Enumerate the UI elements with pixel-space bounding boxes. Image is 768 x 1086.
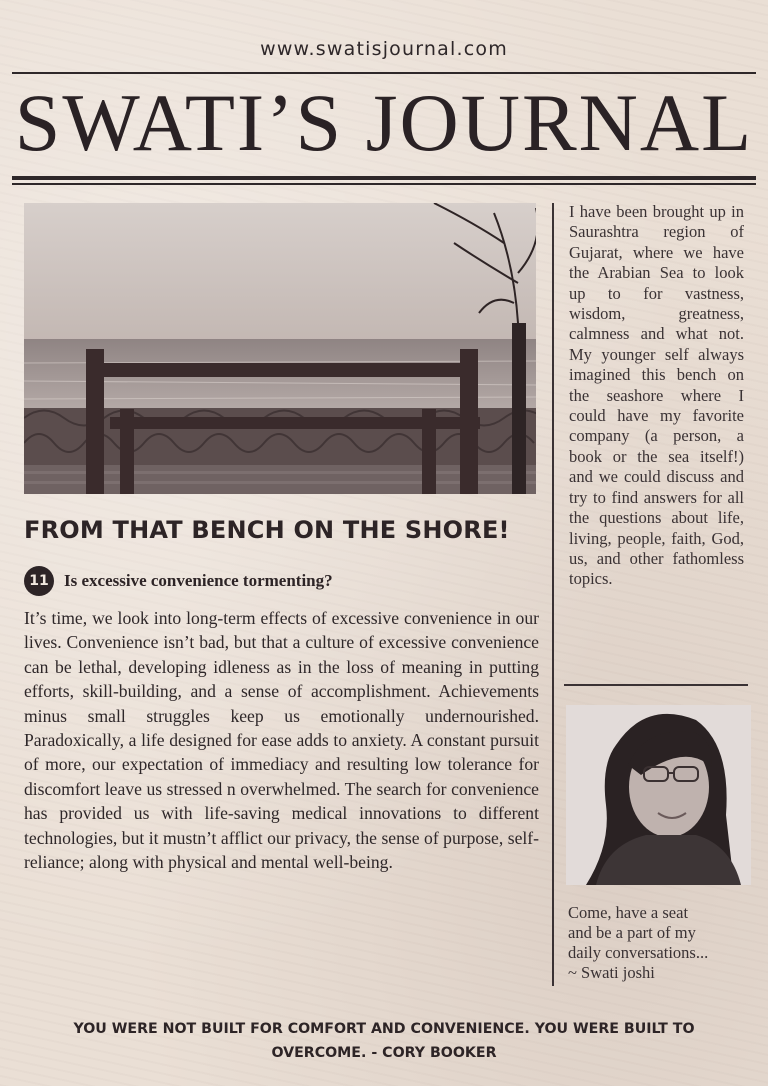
issue-number-badge: 11 — [24, 566, 54, 596]
bench-seashore-illustration — [24, 203, 536, 494]
quote-line-1: YOU WERE NOT BUILT FOR COMFORT AND CONVENIENCE. YOU WERE BUILT TO — [73, 1021, 695, 1037]
quote-line-2: OVERCOME. - CORY BOOKER — [271, 1045, 497, 1061]
article-subtitle: Is excessive convenience tormenting? — [64, 571, 333, 590]
author-signature: ~ Swati joshi — [568, 963, 655, 982]
journal-title: SWATI’S JOURNAL — [14, 77, 754, 168]
sidebar-intro: I have been brought up in Saurashtra region of Gujarat, where we have the Arabian Sea to look up to for vastness, wisdom, greatness, calmness and what not. My younger self always imagined this bench on the seashore where I could have my favorite company (a person, a book or the sea itself!) and we could discuss and try to find answers for all the questions about life, living, people, faith, God, us, and other fathomless topics. — [569, 202, 744, 589]
header-top-rule — [12, 72, 756, 74]
caption-line-1: Come, have a seat — [568, 903, 689, 922]
header-bottom-rule-thick — [12, 176, 756, 180]
article-headline: FROM THAT BENCH ON THE SHORE! — [24, 516, 510, 544]
column-divider — [552, 203, 554, 986]
article-subheading — [24, 566, 333, 596]
author-portrait — [566, 705, 751, 885]
portrait-caption — [568, 903, 753, 983]
caption-line-3: daily conversations... — [568, 943, 709, 962]
author-portrait-illustration — [566, 705, 751, 885]
article-body: It’s time, we look into long-term effects of excessive convenience in our lives. Convenience isn’t bad, but that a culture of excessive convenience can be lethal, developing idleness as in the loss of meaning in putting efforts, skill-building, and a sense of accomplishment. Achievements minus small struggles keep us emotionally undernourished. Paradoxically, a life designed for ease adds to anxiety. A constant pursuit of more, our expectation of immediacy and resulting low tolerance for discomfort leave us stressed n overwhelmed. The search for convenience has provided us with life-saving medical innovations to different technologies, but it mustn’t afflict our privacy, the sense of purpose, self-reliance; along with physical and mental well-being. — [24, 608, 539, 873]
bench-seashore-photo — [24, 203, 536, 494]
footer-quote — [40, 1017, 728, 1065]
sidebar-rule — [564, 684, 748, 686]
header-bottom-rule-thin — [12, 183, 756, 185]
website-url: www.swatisjournal.com — [260, 38, 508, 60]
caption-line-2: and be a part of my — [568, 923, 696, 942]
